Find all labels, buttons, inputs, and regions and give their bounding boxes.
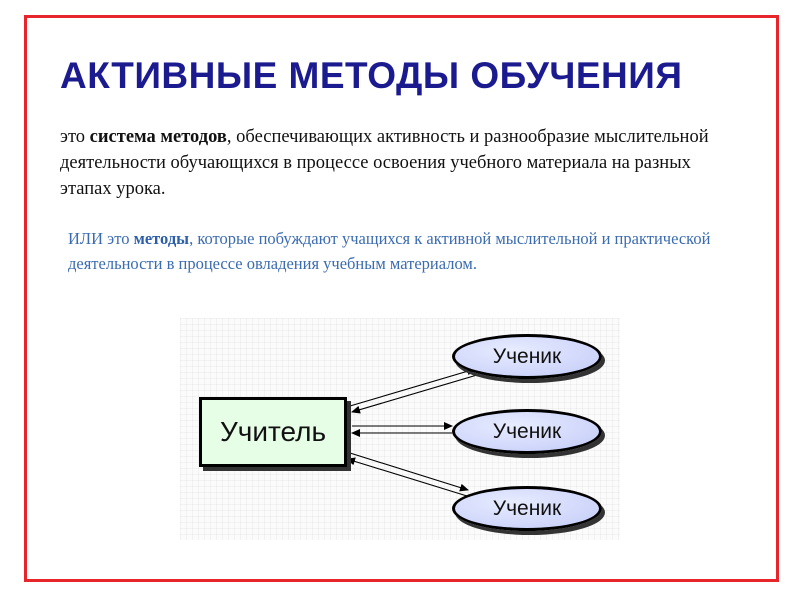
student-ellipse-2: Ученик xyxy=(452,409,602,454)
alternative-rest: , которые побуждают учащихся к активной мыслительной и практической деятельности в процессе овладения учебным материалом. xyxy=(68,229,711,273)
definition-lead: это xyxy=(60,127,90,147)
arrow-student-1-to-teacher xyxy=(352,375,477,412)
alternative-lead: ИЛИ это xyxy=(68,229,134,248)
alternative-bold-term: методы xyxy=(133,229,190,248)
definition-text xyxy=(60,124,740,202)
arrow-student-3-to-teacher xyxy=(347,459,467,496)
teacher-student-diagram xyxy=(180,318,620,540)
student-ellipse-3: Ученик xyxy=(452,486,602,531)
teacher-box: Учитель xyxy=(199,397,347,467)
definition-bold-term: система методов xyxy=(89,127,227,147)
arrow-teacher-to-student-1 xyxy=(350,369,475,406)
arrow-teacher-to-student-3 xyxy=(350,453,468,490)
student-ellipse-1: Ученик xyxy=(452,334,602,379)
definition-rest: , обеспечивающих активность и разнообразие мыслительной деятельности обучающихся в процессе освоения учебного материала на разных этапах урока. xyxy=(60,127,709,199)
alternative-definition-text xyxy=(68,226,748,276)
slide-title: АКТИВНЫЕ МЕТОДЫ ОБУЧЕНИЯ xyxy=(60,55,683,96)
